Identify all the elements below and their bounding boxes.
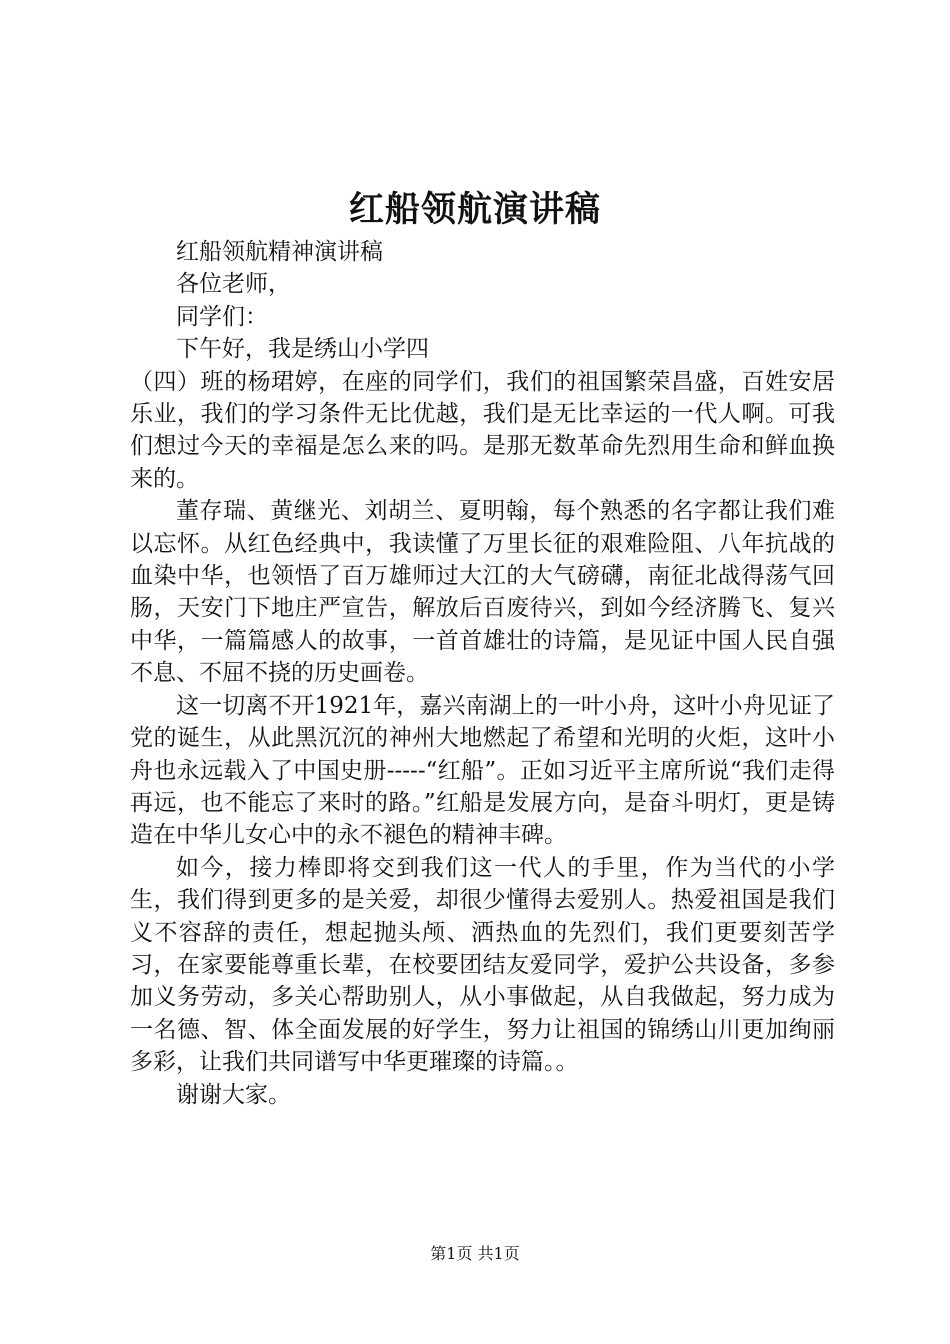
paragraph-responsibility: 如今，接力棒即将交到我们这一代人的手里，作为当代的小学生，我们得到更多的是关爱，却很少懂得去爱别人。热爱祖国是我们义不容辞的责任，想起抛头颅、洒热血的先烈们，我们更要刻苦学习，在家要能尊重长辈，在校要团结友爱同学，爱护公共设备，多参加义务劳动，多关心帮助别人，从小事做起，从自我做起，努力成为一名德、智、体全面发展的好学生，努力让祖国的锦绣山川更加绚丽多彩，让我们共同谱写中华更璀璨的诗篇。。 <box>130 854 835 1076</box>
document-title: 红船领航演讲稿 <box>348 189 601 230</box>
paragraph-intro: （四）班的杨珺婷，在座的同学们，我们的祖国繁荣昌盛，百姓安居乐业，我们的学习条件无比优越，我们是无比幸运的一代人啊。可我们想过今天的幸福是怎么来的吗。是那无数革命先烈用生命和鲜血换来的。 <box>130 368 835 492</box>
speech-heading: 红船领航精神演讲稿 <box>176 239 383 265</box>
page-footer: 第1页 共1页 <box>430 1244 520 1263</box>
paragraph-heroes: 董存瑞、黄继光、刘胡兰、夏明翰，每个熟悉的名字都让我们难以忘怀。从红色经典中，我读懂了万里长征的艰难险阻、八年抗战的血染中华，也领悟了百万雄师过大江的大气磅礴，南征北战得荡气回肠，天安门下地庄严宣告，解放后百废待兴，到如今经济腾飞、复兴中华，一篇篇感人的故事，一首首雄壮的诗篇，是见证中国人民自强不息、不屈不挠的历史画卷。 <box>130 498 835 687</box>
paragraph-red-boat: 这一切离不开1921年，嘉兴南湖上的一叶小舟，这叶小舟见证了党的诞生，从此黑沉沉的神州大地燃起了希望和光明的火炬，这叶小舟也永远载入了中国史册-----“红船”。正如习近平主席所说“我们走得再远，也不能忘了来时的路。”红船是发展方向，是奋斗明灯，更是铸造在中华儿女心中的永不褪色的精神丰碑。 <box>130 692 835 849</box>
closing-thanks: 谢谢大家。 <box>176 1081 291 1108</box>
salutation-teachers: 各位老师， <box>176 271 291 298</box>
greeting-line: 下午好，我是绣山小学四 <box>176 336 429 363</box>
salutation-students: 同学们： <box>176 303 268 330</box>
document-body <box>130 236 835 1111</box>
